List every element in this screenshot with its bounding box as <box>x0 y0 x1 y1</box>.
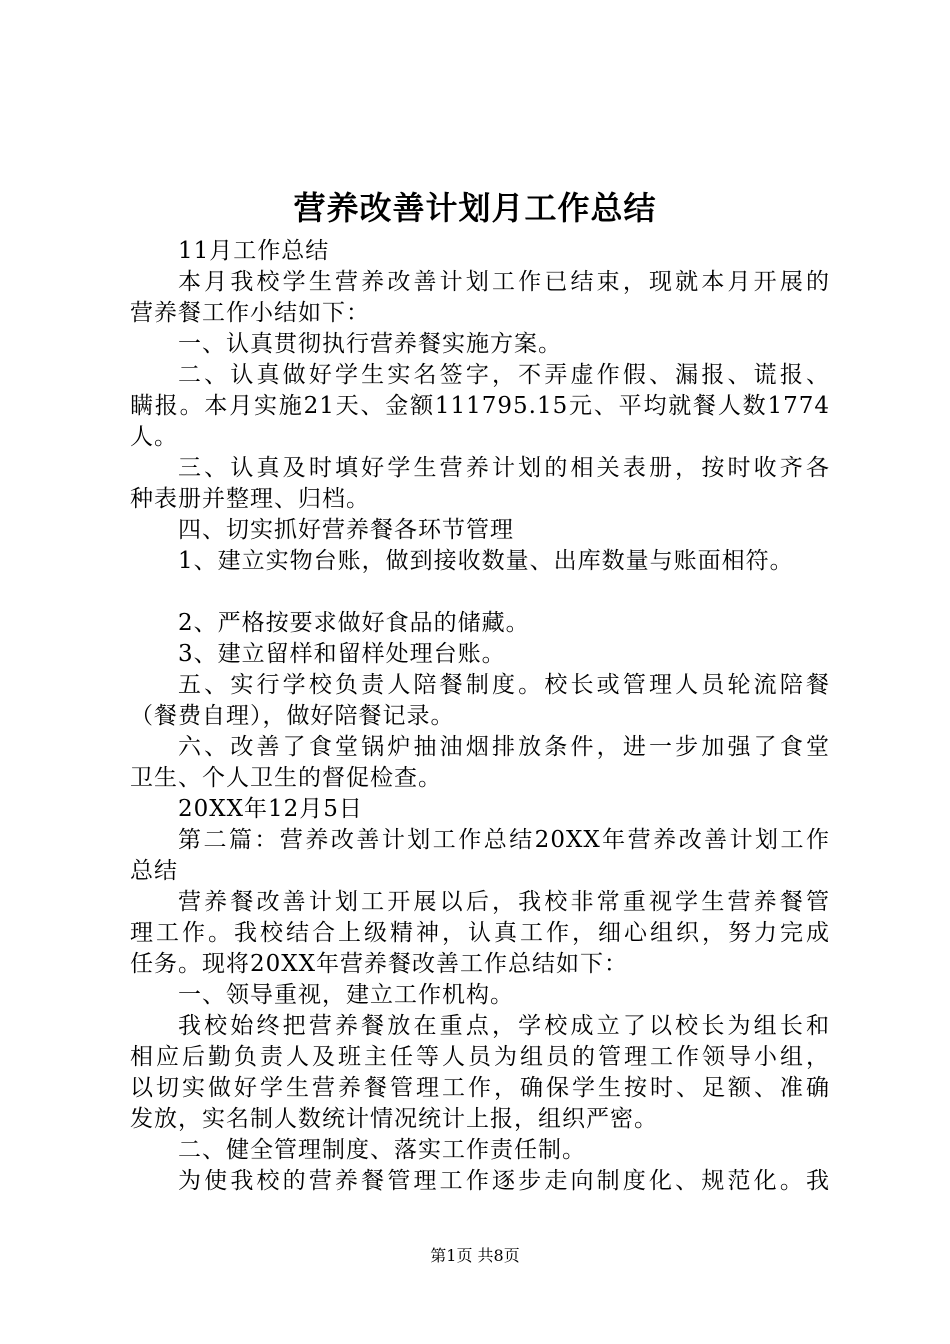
document-title: 营养改善计划月工作总结 <box>293 189 657 227</box>
paragraph-line: 20XX年12月5日 <box>178 796 363 822</box>
paragraph-line: 理工作。我校结合上级精神，认真工作，细心组织，努力完成 <box>130 920 830 946</box>
paragraph-line: 第二篇：营养改善计划工作总结20XX年营养改善计划工作 <box>178 827 830 853</box>
paragraph-line: 1、建立实物台账，做到接收数量、出库数量与账面相符。 <box>178 548 794 574</box>
paragraph-line: 以切实做好学生营养餐管理工作，确保学生按时、足额、准确 <box>130 1075 830 1101</box>
paragraph-line: 相应后勤负责人及班主任等人员为组员的管理工作领导小组， <box>130 1044 830 1070</box>
paragraph-line: 本月我校学生营养改善计划工作已结束，现就本月开展的 <box>178 269 830 295</box>
paragraph-line: 人。 <box>130 424 178 450</box>
paragraph-line: 为使我校的营养餐管理工作逐步走向制度化、规范化。我 <box>178 1168 830 1194</box>
paragraph-line: 六、改善了食堂锅炉抽油烟排放条件，进一步加强了食堂 <box>178 734 830 760</box>
document-body <box>130 236 830 1197</box>
paragraph-line: （餐费自理），做好陪餐记录。 <box>130 703 455 729</box>
paragraph-line: 一、领导重视，建立工作机构。 <box>178 982 514 1008</box>
paragraph-line: 三、认真及时填好学生营养计划的相关表册，按时收齐各 <box>178 455 830 481</box>
paragraph-line: 卫生、个人卫生的督促检查。 <box>130 765 442 791</box>
paragraph-line: 总结 <box>130 858 178 884</box>
paragraph-line: 我校始终把营养餐放在重点，学校成立了以校长为组长和 <box>178 1013 830 1039</box>
paragraph-line: 二、认真做好学生实名签字，不弄虚作假、漏报、谎报、 <box>178 362 830 388</box>
paragraph-line: 3、建立留样和留样处理台账。 <box>178 641 506 667</box>
paragraph-line: 营养餐工作小结如下： <box>130 300 370 326</box>
paragraph-line: 11月工作总结 <box>178 238 330 264</box>
blank-line <box>130 577 830 608</box>
paragraph-line: 二、健全管理制度、落实工作责任制。 <box>178 1137 586 1163</box>
paragraph-line: 发放，实名制人数统计情况统计上报，组织严密。 <box>130 1106 658 1132</box>
paragraph-line: 瞒报。本月实施21天、金额111795.15元、平均就餐人数1774 <box>130 393 830 419</box>
paragraph-line: 2、严格按要求做好食品的储藏。 <box>178 610 530 636</box>
paragraph-line: 一、认真贯彻执行营养餐实施方案。 <box>178 331 562 357</box>
page-footer: 第1页 共8页 <box>430 1246 520 1265</box>
paragraph-line: 四、切实抓好营养餐各环节管理 <box>178 517 514 543</box>
paragraph-line: 营养餐改善计划工开展以后，我校非常重视学生营养餐管 <box>178 889 830 915</box>
paragraph-line: 任务。现将20XX年营养餐改善工作总结如下： <box>130 951 629 977</box>
paragraph-line: 五、实行学校负责人陪餐制度。校长或管理人员轮流陪餐 <box>178 672 830 698</box>
paragraph-line: 种表册并整理、归档。 <box>130 486 370 512</box>
